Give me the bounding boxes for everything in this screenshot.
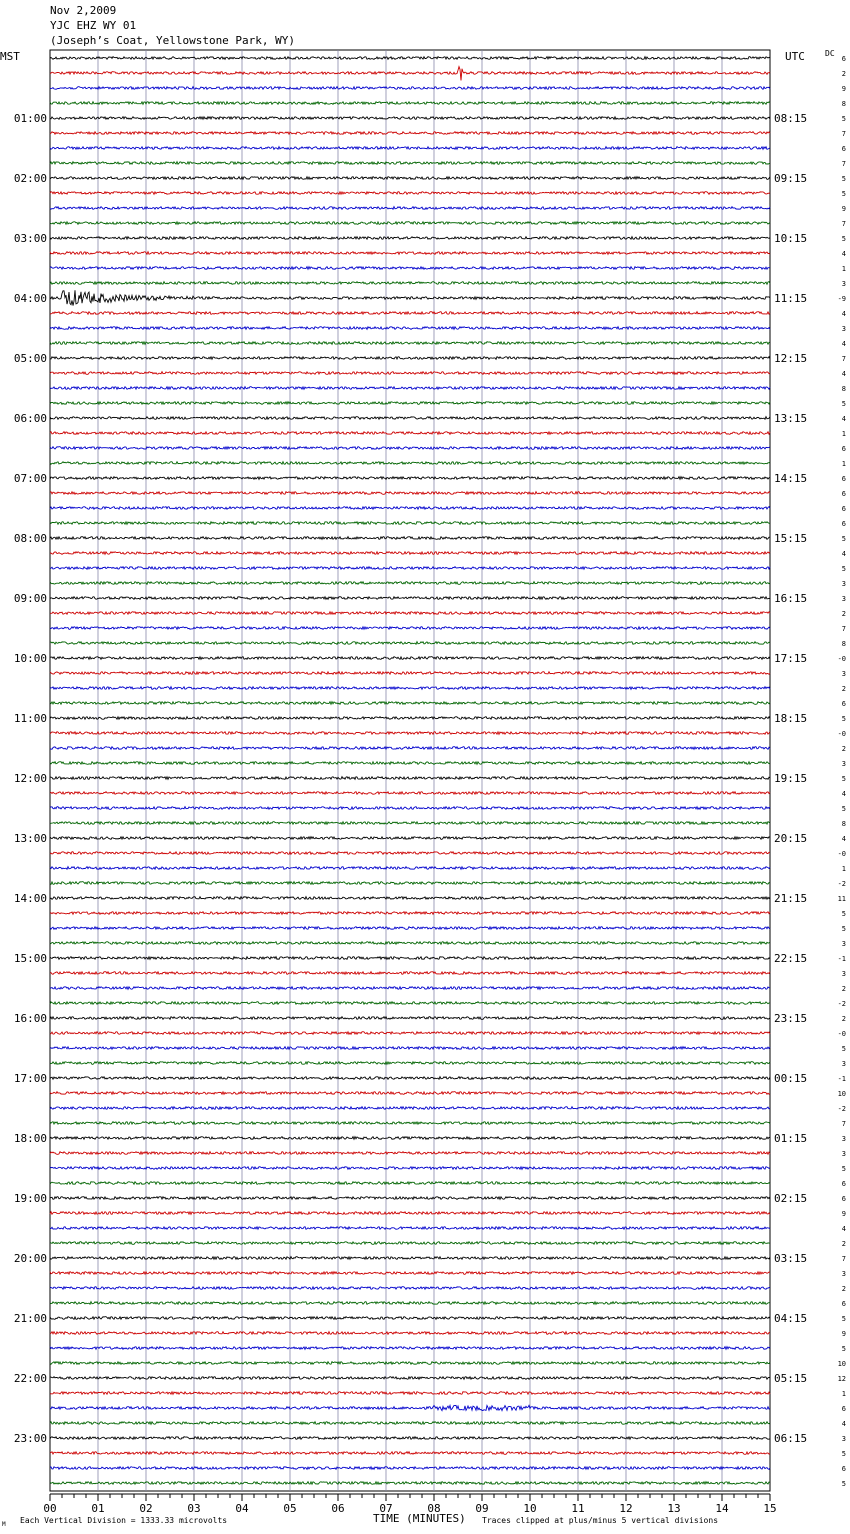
- left-hour-label: 10:00: [13, 652, 47, 665]
- trace-row: [50, 822, 770, 825]
- dc-offset-value: 6: [841, 1465, 846, 1473]
- trace-row: [50, 1257, 770, 1260]
- trace-row: [50, 282, 770, 285]
- x-tick-label: 09: [475, 1502, 489, 1515]
- left-hour-label: 12:00: [13, 772, 47, 785]
- trace-row: [50, 1467, 770, 1470]
- dc-offset-value: 7: [841, 1120, 846, 1128]
- right-hour-label: 23:15: [774, 1012, 808, 1025]
- plot-frame: [50, 50, 770, 1491]
- x-tick-label: 13: [667, 1502, 681, 1515]
- trace-row: [50, 1242, 770, 1245]
- dc-offset-value: 6: [841, 505, 846, 513]
- right-hour-label: 09:15: [774, 172, 808, 185]
- x-tick-label: 04: [235, 1502, 249, 1515]
- trace-row: [50, 537, 770, 540]
- dc-offset-value: 6: [841, 490, 846, 498]
- trace-row: [50, 612, 770, 615]
- dc-offset-value: 2: [841, 985, 846, 993]
- trace-row: [50, 117, 770, 120]
- trace-row: [50, 897, 770, 900]
- right-hour-label: 18:15: [774, 712, 808, 725]
- dc-offset-value: -2: [837, 1105, 846, 1113]
- dc-offset-value: 6: [841, 1300, 846, 1308]
- dc-offset-value: 7: [841, 220, 846, 228]
- dc-offset-value: 1: [841, 1390, 846, 1398]
- dc-offset-value: 3: [841, 595, 846, 603]
- left-hour-label: 13:00: [13, 832, 47, 845]
- trace-row: [50, 657, 770, 660]
- dc-offset-value: 4: [841, 415, 846, 423]
- dc-offset-value: 9: [841, 205, 846, 213]
- trace-row: [50, 1227, 770, 1230]
- left-hour-label: 05:00: [13, 352, 47, 365]
- dc-offset-value: 3: [841, 280, 846, 288]
- trace-row: [50, 462, 770, 465]
- dc-offset-value: 3: [841, 1150, 846, 1158]
- dc-offset-value: -1: [837, 955, 846, 963]
- trace-row: [50, 1152, 770, 1155]
- trace-row: [50, 1032, 770, 1035]
- dc-offset-value: 5: [841, 1480, 846, 1488]
- left-hour-label: 20:00: [13, 1252, 47, 1265]
- trace-row: [50, 207, 770, 210]
- left-hour-labels: [14, 112, 47, 1445]
- left-hour-label: 11:00: [13, 712, 47, 725]
- dc-offset-value: 5: [841, 715, 846, 723]
- station-location: (Joseph’s Coat, Yellowstone Park, WY): [50, 34, 296, 47]
- right-hour-label: 16:15: [774, 592, 808, 605]
- trace-row: [50, 1122, 770, 1125]
- dc-offset-value: 5: [841, 175, 846, 183]
- dc-offset-value: 9: [841, 85, 846, 93]
- dc-offset-value: 8: [841, 640, 846, 648]
- trace-row: [50, 582, 770, 585]
- x-tick-label: 00: [43, 1502, 57, 1515]
- right-hour-label: 01:15: [774, 1132, 808, 1145]
- dc-offset-value: 5: [841, 1345, 846, 1353]
- dc-offset-value: 1: [841, 265, 846, 273]
- dc-offset-value: -2: [837, 1000, 846, 1008]
- x-tick-label: 05: [283, 1502, 297, 1515]
- left-hour-label: 03:00: [13, 232, 47, 245]
- x-tick-label: 01: [91, 1502, 105, 1515]
- trace-row: [50, 1272, 770, 1275]
- trace-row: [50, 492, 770, 495]
- dc-offset-value: 9: [841, 1210, 846, 1218]
- dc-offset-value: 2: [841, 70, 846, 78]
- x-tick-label: 11: [571, 1502, 585, 1515]
- left-hour-label: 16:00: [13, 1012, 47, 1025]
- trace-row: [50, 1017, 770, 1020]
- trace-row: [50, 1167, 770, 1170]
- dc-offset-value: 2: [841, 1240, 846, 1248]
- right-hour-label: 10:15: [774, 232, 808, 245]
- trace-row: [50, 1377, 770, 1380]
- right-hour-label: 03:15: [774, 1252, 808, 1265]
- dc-offset-value: 4: [841, 1420, 846, 1428]
- dc-offset-value: 3: [841, 970, 846, 978]
- trace-row: [50, 222, 770, 225]
- dc-offset-value: 2: [841, 1015, 846, 1023]
- left-hour-label: 15:00: [13, 952, 47, 965]
- trace-row: [50, 942, 770, 945]
- trace-row: [50, 192, 770, 195]
- trace-row: [50, 57, 770, 60]
- trace-row: [50, 1212, 770, 1215]
- trace-row: [50, 687, 770, 690]
- station-name: YJC EHZ WY 01: [50, 19, 137, 32]
- trace-row: [50, 792, 770, 795]
- trace-row: [50, 87, 770, 90]
- trace-row: [50, 642, 770, 645]
- trace-row: [50, 1062, 770, 1065]
- dc-offset-value: 7: [841, 625, 846, 633]
- trace-row: [50, 312, 770, 315]
- trace-row: [50, 1422, 770, 1425]
- trace-row: [50, 762, 770, 765]
- trace-row: [50, 927, 770, 930]
- trace-row: [50, 837, 770, 840]
- dc-offset-value: 3: [841, 670, 846, 678]
- dc-offset-value: 3: [841, 580, 846, 588]
- dc-offset-value: -0: [837, 850, 846, 858]
- dc-offset-value: 5: [841, 190, 846, 198]
- trace-row: [50, 237, 770, 240]
- dc-offset-value: 3: [841, 325, 846, 333]
- right-hour-label: 06:15: [774, 1432, 808, 1445]
- trace-row: [50, 447, 770, 450]
- dc-offset-labels: [838, 55, 846, 1488]
- right-hour-label: 13:15: [774, 412, 808, 425]
- corner-mark: M: [2, 1521, 6, 1528]
- trace-row: [50, 717, 770, 720]
- trace-row: [50, 267, 770, 270]
- dc-offset-value: 8: [841, 385, 846, 393]
- dc-offset-value: 7: [841, 130, 846, 138]
- seismic-traces: [50, 57, 770, 1485]
- dc-offset-value: 2: [841, 610, 846, 618]
- dc-offset-value: 5: [841, 1450, 846, 1458]
- dc-offset-value: 5: [841, 1315, 846, 1323]
- x-tick-label: 10: [523, 1502, 537, 1515]
- dc-offset-value: 3: [841, 760, 846, 768]
- left-hour-label: 19:00: [13, 1192, 47, 1205]
- left-hour-label: 18:00: [13, 1132, 47, 1145]
- dc-offset-header: DC: [825, 49, 835, 58]
- dc-offset-value: -0: [837, 730, 846, 738]
- trace-row: [50, 1405, 770, 1410]
- dc-offset-value: 5: [841, 775, 846, 783]
- x-tick-label: 06: [331, 1502, 345, 1515]
- trace-row: [50, 912, 770, 915]
- left-hour-label: 14:00: [13, 892, 47, 905]
- dc-offset-value: 12: [837, 1375, 846, 1383]
- trace-row: [50, 1092, 770, 1095]
- dc-offset-value: -0: [837, 1030, 846, 1038]
- trace-row: [50, 1482, 770, 1485]
- dc-offset-value: 3: [841, 1135, 846, 1143]
- dc-offset-value: 5: [841, 1165, 846, 1173]
- trace-row: [50, 1137, 770, 1140]
- dc-offset-value: 6: [841, 1405, 846, 1413]
- trace-row: [50, 522, 770, 525]
- right-hour-label: 04:15: [774, 1312, 808, 1325]
- dc-offset-value: 6: [841, 55, 846, 63]
- right-hour-label: 19:15: [774, 772, 808, 785]
- trace-row: [50, 567, 770, 570]
- right-hour-label: 00:15: [774, 1072, 808, 1085]
- trace-row: [50, 1317, 770, 1320]
- dc-offset-value: 6: [841, 1180, 846, 1188]
- trace-row: [50, 972, 770, 975]
- x-tick-label: 12: [619, 1502, 633, 1515]
- left-timezone-label: MST: [0, 50, 20, 63]
- trace-row: [50, 597, 770, 600]
- right-hour-label: 02:15: [774, 1192, 808, 1205]
- left-hour-label: 09:00: [13, 592, 47, 605]
- trace-row: [50, 102, 770, 105]
- trace-row: [50, 732, 770, 735]
- trace-row: [50, 1182, 770, 1185]
- dc-offset-value: 6: [841, 145, 846, 153]
- clip-note: Traces clipped at plus/minus 5 vertical divisions: [482, 1516, 719, 1525]
- dc-offset-value: 4: [841, 340, 846, 348]
- trace-row: [50, 327, 770, 330]
- dc-offset-value: -9: [837, 295, 846, 303]
- trace-row: [50, 342, 770, 345]
- dc-offset-value: 4: [841, 370, 846, 378]
- trace-row: [50, 957, 770, 960]
- dc-offset-value: 5: [841, 400, 846, 408]
- trace-row: [50, 867, 770, 870]
- trace-row: [50, 672, 770, 675]
- left-hour-label: 08:00: [13, 532, 47, 545]
- dc-offset-value: 4: [841, 835, 846, 843]
- right-hour-label: 17:15: [774, 652, 808, 665]
- trace-row: [50, 132, 770, 135]
- dc-offset-value: 5: [841, 910, 846, 918]
- dc-offset-value: 2: [841, 685, 846, 693]
- trace-row: [50, 162, 770, 165]
- dc-offset-value: 3: [841, 940, 846, 948]
- trace-row: [50, 1437, 770, 1440]
- trace-row: [50, 417, 770, 420]
- dc-offset-value: -2: [837, 880, 846, 888]
- trace-row: [50, 1197, 770, 1200]
- trace-row: [50, 1347, 770, 1350]
- left-hour-label: 01:00: [13, 112, 47, 125]
- dc-offset-value: 8: [841, 100, 846, 108]
- dc-offset-value: -1: [837, 1075, 846, 1083]
- trace-row: [50, 402, 770, 405]
- scale-note: Each Vertical Division = 1333.33 microvolts: [20, 1516, 228, 1525]
- dc-offset-value: 4: [841, 1225, 846, 1233]
- trace-row: [50, 1392, 770, 1395]
- trace-row: [50, 1302, 770, 1305]
- left-hour-label: 23:00: [13, 1432, 47, 1445]
- left-hour-label: 21:00: [13, 1312, 47, 1325]
- dc-offset-value: 1: [841, 460, 846, 468]
- chart-date: Nov 2,2009: [50, 4, 117, 17]
- dc-offset-value: 5: [841, 565, 846, 573]
- trace-row: [50, 1077, 770, 1080]
- right-hour-label: 20:15: [774, 832, 808, 845]
- x-tick-label: 15: [763, 1502, 777, 1515]
- minute-grid: [50, 50, 770, 1491]
- trace-row: [50, 507, 770, 510]
- trace-row: [50, 1362, 770, 1365]
- dc-offset-value: 5: [841, 805, 846, 813]
- x-tick-label: 08: [427, 1502, 441, 1515]
- dc-offset-value: 5: [841, 1045, 846, 1053]
- trace-row: [50, 357, 770, 360]
- dc-offset-value: 10: [837, 1360, 846, 1368]
- x-tick-label: 03: [187, 1502, 201, 1515]
- left-hour-label: 04:00: [13, 292, 47, 305]
- dc-offset-value: 4: [841, 790, 846, 798]
- dc-offset-value: 1: [841, 865, 846, 873]
- right-hour-label: 22:15: [774, 952, 808, 965]
- x-axis-label: TIME (MINUTES): [373, 1512, 466, 1525]
- dc-offset-value: 6: [841, 1195, 846, 1203]
- trace-row: [50, 387, 770, 390]
- trace-row: [50, 777, 770, 780]
- dc-offset-value: -0: [837, 655, 846, 663]
- trace-row: [50, 1107, 770, 1110]
- dc-offset-value: 4: [841, 250, 846, 258]
- trace-row: [50, 1332, 770, 1335]
- dc-offset-value: 4: [841, 550, 846, 558]
- dc-offset-value: 11: [837, 895, 846, 903]
- dc-offset-value: 5: [841, 115, 846, 123]
- trace-row: [50, 552, 770, 555]
- trace-row: [50, 1287, 770, 1290]
- x-tick-label: 02: [139, 1502, 153, 1515]
- right-hour-label: 21:15: [774, 892, 808, 905]
- trace-row: [50, 627, 770, 630]
- trace-row: [50, 807, 770, 810]
- left-hour-label: 06:00: [13, 412, 47, 425]
- trace-row: [50, 1002, 770, 1005]
- trace-row: [50, 67, 770, 81]
- left-hour-label: 02:00: [13, 172, 47, 185]
- right-timezone-label: UTC: [785, 50, 805, 63]
- dc-offset-value: 2: [841, 1285, 846, 1293]
- trace-row: [50, 987, 770, 990]
- dc-offset-value: 9: [841, 1330, 846, 1338]
- dc-offset-value: 3: [841, 1435, 846, 1443]
- trace-row: [50, 252, 770, 255]
- trace-row: [50, 477, 770, 480]
- x-tick-label: 07: [379, 1502, 393, 1515]
- dc-offset-value: 7: [841, 1255, 846, 1263]
- left-hour-label: 17:00: [13, 1072, 47, 1085]
- dc-offset-value: 6: [841, 445, 846, 453]
- trace-row: [50, 747, 770, 750]
- dc-offset-value: 7: [841, 355, 846, 363]
- trace-row: [50, 372, 770, 375]
- dc-offset-value: 2: [841, 745, 846, 753]
- dc-offset-value: 5: [841, 235, 846, 243]
- dc-offset-value: 8: [841, 820, 846, 828]
- x-tick-label: 14: [715, 1502, 729, 1515]
- trace-row: [50, 177, 770, 180]
- left-hour-label: 22:00: [13, 1372, 47, 1385]
- left-hour-label: 07:00: [13, 472, 47, 485]
- dc-offset-value: 10: [837, 1090, 846, 1098]
- right-hour-label: 05:15: [774, 1372, 808, 1385]
- trace-row: [50, 1047, 770, 1050]
- dc-offset-value: 3: [841, 1060, 846, 1068]
- dc-offset-value: 7: [841, 160, 846, 168]
- dc-offset-value: 3: [841, 1270, 846, 1278]
- trace-row: [50, 147, 770, 150]
- trace-row: [50, 852, 770, 855]
- dc-offset-value: 5: [841, 535, 846, 543]
- dc-offset-value: 4: [841, 310, 846, 318]
- dc-offset-value: 6: [841, 520, 846, 528]
- trace-row: [50, 702, 770, 705]
- right-hour-label: 12:15: [774, 352, 808, 365]
- right-hour-labels: [774, 112, 807, 1445]
- dc-offset-value: 6: [841, 475, 846, 483]
- right-hour-label: 14:15: [774, 472, 808, 485]
- right-hour-label: 11:15: [774, 292, 808, 305]
- dc-offset-value: 6: [841, 700, 846, 708]
- dc-offset-value: 1: [841, 430, 846, 438]
- dc-offset-value: 5: [841, 925, 846, 933]
- trace-row: [50, 1452, 770, 1455]
- right-hour-label: 15:15: [774, 532, 808, 545]
- trace-row: [50, 882, 770, 885]
- trace-row: [50, 290, 770, 305]
- right-hour-label: 08:15: [774, 112, 808, 125]
- trace-row: [50, 432, 770, 435]
